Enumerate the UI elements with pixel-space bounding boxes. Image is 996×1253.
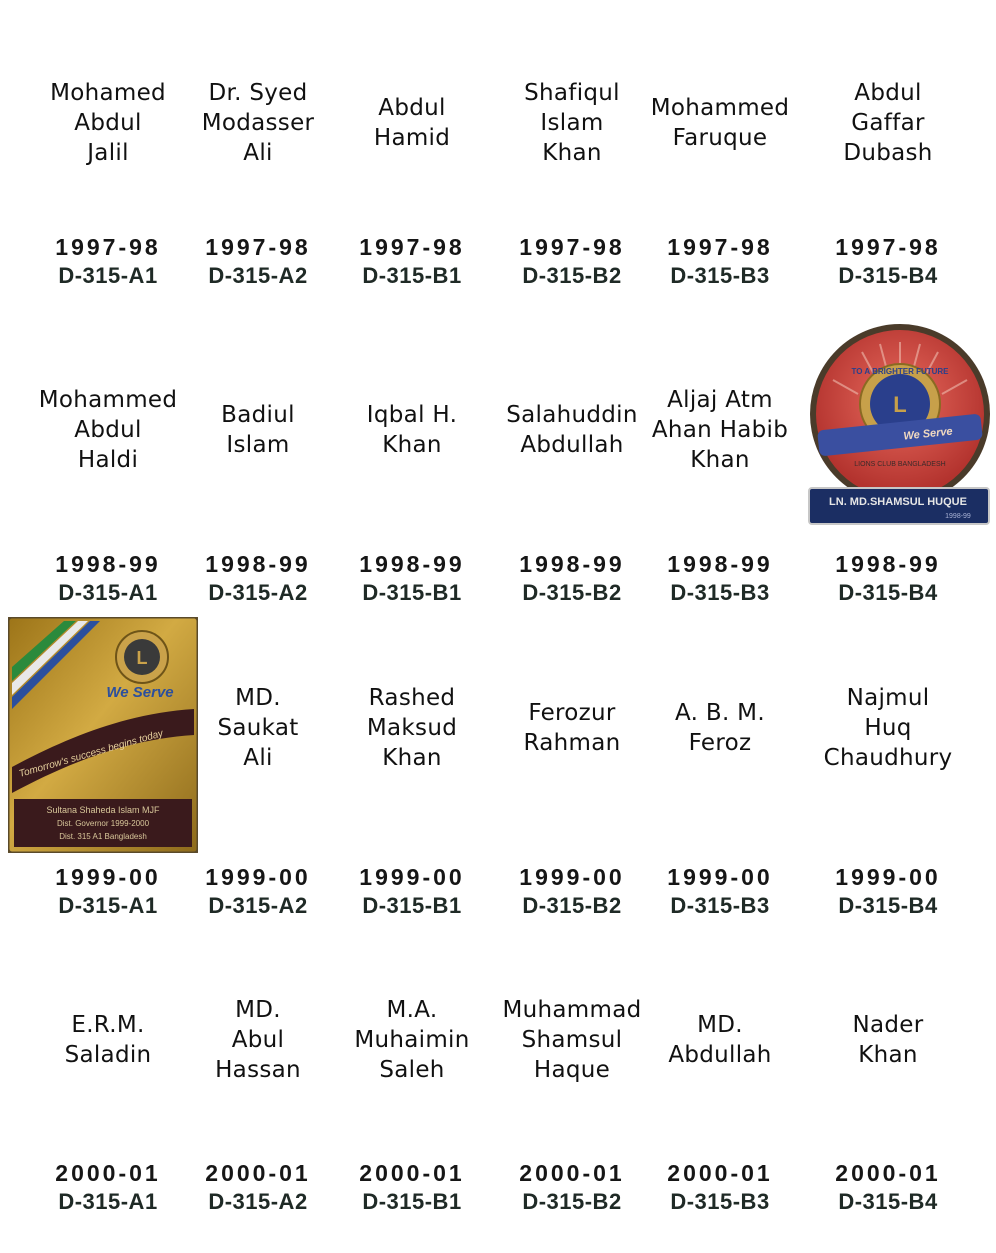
- district-code: D-315-B1: [362, 263, 462, 288]
- governor-name: [806, 78, 970, 168]
- governor-name-line: Saladin: [64, 1042, 152, 1068]
- governor-name: [330, 93, 494, 153]
- district-code: D-315-B2: [522, 1189, 622, 1214]
- governor-name: [490, 400, 654, 460]
- governor-name-line: Salahuddin: [506, 402, 638, 428]
- governor-name: [330, 683, 494, 773]
- governor-name-line: Nader: [852, 1012, 924, 1038]
- governor-name-line: MD.: [235, 997, 281, 1023]
- term-year: 1998-99: [835, 551, 941, 577]
- pin-motto: We Serve: [902, 425, 954, 443]
- term-year: 2000-01: [205, 1160, 311, 1186]
- governor-name-line: Dubash: [843, 140, 933, 166]
- governor-name: [638, 93, 802, 153]
- governor-name: [176, 995, 340, 1085]
- district-code: D-315-A1: [58, 893, 158, 918]
- governor-name-line: Mohammed: [650, 95, 790, 121]
- pin-slogan: Tomorrow's success begins today: [17, 728, 165, 780]
- lions-round-pin: [808, 322, 990, 528]
- district-code: D-315-A1: [58, 580, 158, 605]
- term-year: 2000-01: [519, 1160, 625, 1186]
- pin-holder-name: Sultana Shaheda Islam MJF: [46, 805, 160, 815]
- lion-l-emblem: L: [893, 392, 907, 417]
- district-code: D-315-B2: [522, 263, 622, 288]
- district-code: D-315-B1: [362, 1189, 462, 1214]
- governor-name: [490, 78, 654, 168]
- governor-name: [806, 1010, 970, 1070]
- district-code: D-315-B4: [838, 263, 938, 288]
- term-year: 1998-99: [55, 551, 161, 577]
- term-year: 1998-99: [519, 551, 625, 577]
- governor-name-line: Feroz: [688, 730, 752, 756]
- governor-name-line: Saukat: [217, 715, 299, 741]
- term-year: 1999-00: [359, 864, 465, 890]
- governor-name-line: Aljaj Atm: [667, 387, 773, 413]
- pin-arc-text: LIONS CLUB BANGLADESH: [854, 461, 946, 468]
- governor-name-line: M.A.: [386, 997, 438, 1023]
- governor-name-line: Jalil: [87, 140, 129, 166]
- governor-name-line: Modasser: [201, 110, 315, 136]
- district-code: D-315-B1: [362, 893, 462, 918]
- governor-name-line: Abdul: [854, 80, 922, 106]
- governor-name: [26, 78, 190, 168]
- district-code: D-315-B4: [838, 1189, 938, 1214]
- district-code: D-315-B3: [670, 580, 770, 605]
- pin-lion-l-icon: L: [136, 648, 148, 668]
- governor-name-line: Faruque: [672, 125, 768, 151]
- term-year: 1999-00: [835, 864, 941, 890]
- governor-name-line: A. B. M.: [675, 700, 765, 726]
- governor-name-line: Khan: [382, 432, 442, 458]
- governor-name-line: MD.: [697, 1012, 743, 1038]
- term-year: 2000-01: [667, 1160, 773, 1186]
- governor-name-line: Abdul: [378, 95, 446, 121]
- pin-rect-motto: We Serve: [106, 684, 174, 701]
- governor-name-line: Haldi: [77, 447, 139, 473]
- term-year: 2000-01: [835, 1160, 941, 1186]
- governor-name-line: Badiul: [221, 402, 295, 428]
- term-year: 1997-98: [55, 234, 161, 260]
- governor-name: [26, 385, 190, 475]
- governor-name-line: Shafiqul: [524, 80, 620, 106]
- governor-name: [176, 78, 340, 168]
- district-code: D-315-A2: [208, 580, 308, 605]
- governor-name-line: Rashed: [368, 685, 456, 711]
- pin-holder-district: Dist. 315 A1 Bangladesh: [59, 832, 147, 841]
- term-year: 1999-00: [55, 864, 161, 890]
- governor-name-line: Abdul: [74, 110, 142, 136]
- governor-name-line: Ali: [243, 745, 273, 771]
- governor-name-line: Mohamed: [50, 80, 166, 106]
- governor-name-line: Abdul: [74, 417, 142, 443]
- district-code: D-315-A2: [208, 263, 308, 288]
- governor-name: [330, 995, 494, 1085]
- term-year: 1998-99: [667, 551, 773, 577]
- governor-name-line: Saleh: [379, 1057, 445, 1083]
- term-year: 1997-98: [519, 234, 625, 260]
- district-code: D-315-B2: [522, 893, 622, 918]
- governor-name-line: Khan: [858, 1042, 918, 1068]
- governor-name-line: Shamsul: [521, 1027, 623, 1053]
- governor-name-line: Huq: [864, 715, 912, 741]
- governor-name-line: Muhaimin: [354, 1027, 470, 1053]
- governor-name: [806, 683, 970, 773]
- term-year: 1997-98: [667, 234, 773, 260]
- governor-name-line: Gaffar: [851, 110, 925, 136]
- governor-name-line: Hamid: [373, 125, 451, 151]
- district-code: D-315-B4: [838, 580, 938, 605]
- governor-name-line: Muhammad: [502, 997, 642, 1023]
- governor-name: [638, 1010, 802, 1070]
- governor-name: [638, 698, 802, 758]
- governor-name-line: Abdullah: [668, 1042, 772, 1068]
- governor-name-line: MD.: [235, 685, 281, 711]
- district-code: D-315-B4: [838, 893, 938, 918]
- term-year: 1998-99: [359, 551, 465, 577]
- governor-name-line: Ali: [243, 140, 273, 166]
- term-year: 2000-01: [359, 1160, 465, 1186]
- term-year: 1998-99: [205, 551, 311, 577]
- district-code: D-315-B3: [670, 893, 770, 918]
- governor-name-line: Ahan Habib: [651, 417, 789, 443]
- governor-name-line: Khan: [542, 140, 602, 166]
- governor-name-line: Abdullah: [520, 432, 624, 458]
- term-year: 1999-00: [667, 864, 773, 890]
- governor-name-line: Khan: [382, 745, 442, 771]
- governor-name-line: Haque: [533, 1057, 611, 1083]
- governor-name-line: E.R.M.: [71, 1012, 145, 1038]
- governor-name-line: Islam: [226, 432, 290, 458]
- term-year: 2000-01: [55, 1160, 161, 1186]
- governor-name-line: Rahman: [523, 730, 621, 756]
- district-code: D-315-B3: [670, 263, 770, 288]
- pin-plate-name: LN. MD.SHAMSUL HUQUE: [829, 496, 967, 508]
- governor-name: [638, 385, 802, 475]
- district-code: D-315-B3: [670, 1189, 770, 1214]
- governor-name-line: Iqbal H.: [366, 402, 458, 428]
- governor-name: [176, 400, 340, 460]
- district-code: D-315-A2: [208, 1189, 308, 1214]
- district-code: D-315-B1: [362, 580, 462, 605]
- term-year: 1997-98: [205, 234, 311, 260]
- term-year: 1997-98: [359, 234, 465, 260]
- governor-name: [490, 698, 654, 758]
- term-year: 1999-00: [205, 864, 311, 890]
- term-year: 1997-98: [835, 234, 941, 260]
- governor-name: [330, 400, 494, 460]
- governor-name-line: Hassan: [215, 1057, 301, 1083]
- pin-plate-year: 1998-99: [945, 513, 971, 520]
- governor-name-line: Mohammed: [38, 387, 178, 413]
- district-code: D-315-A2: [208, 893, 308, 918]
- governor-name-line: Abul: [231, 1027, 285, 1053]
- governor-name-line: Maksud: [366, 715, 458, 741]
- pin-ring-text: TO A BRIGHTER FUTURE: [851, 367, 949, 376]
- district-code: D-315-B2: [522, 580, 622, 605]
- lions-rect-pin: [8, 617, 198, 853]
- governor-name-line: Khan: [690, 447, 750, 473]
- governor-name: [176, 683, 340, 773]
- governor-name-line: Dr. Syed: [208, 80, 308, 106]
- term-year: 1999-00: [519, 864, 625, 890]
- pin-holder-title: Dist. Governor 1999-2000: [56, 819, 150, 828]
- governor-name-line: Najmul: [846, 685, 930, 711]
- governor-name: [26, 1010, 190, 1070]
- governor-name-line: Chaudhury: [823, 745, 953, 771]
- governor-name-line: Islam: [540, 110, 604, 136]
- district-code: D-315-A1: [58, 1189, 158, 1214]
- district-code: D-315-A1: [58, 263, 158, 288]
- governor-name-line: Ferozur: [528, 700, 616, 726]
- governor-name: [490, 995, 654, 1085]
